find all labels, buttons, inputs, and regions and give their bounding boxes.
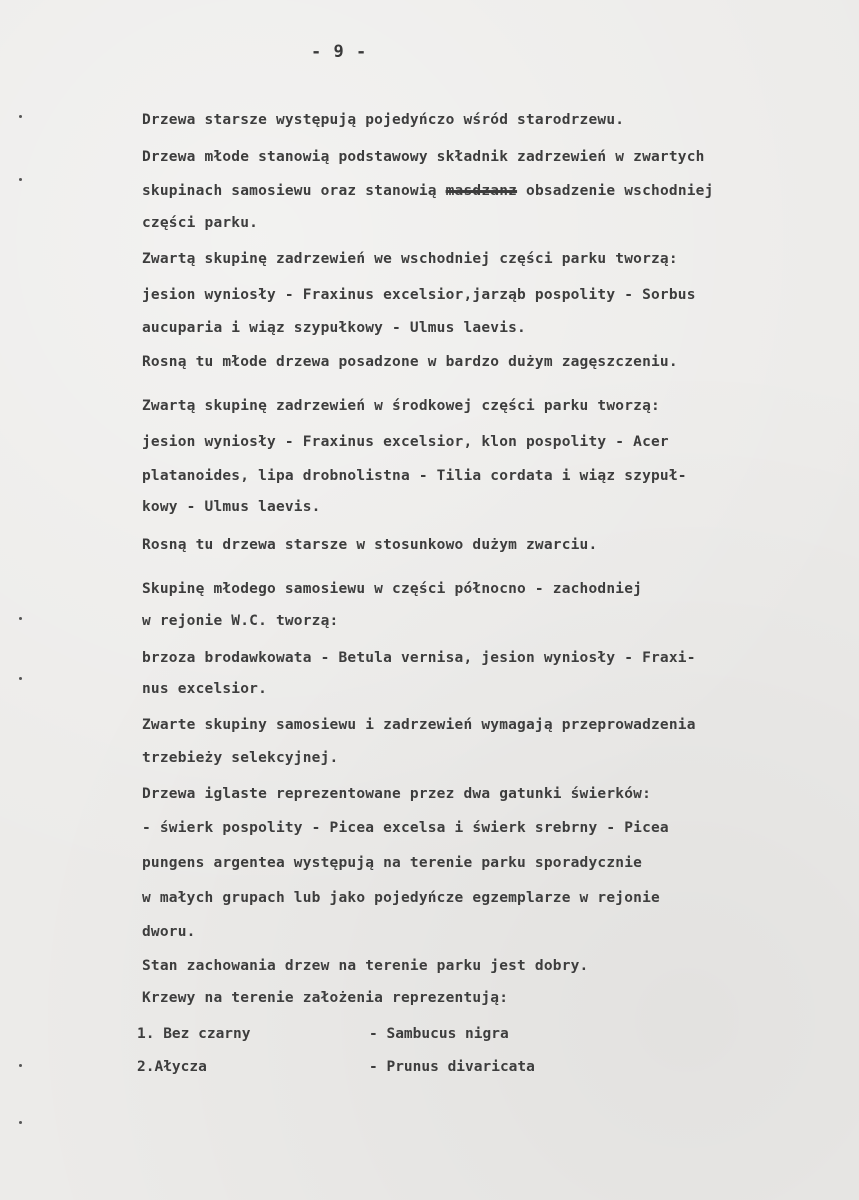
shrub-item-name: 1. Bez czarny [137, 1026, 251, 1042]
shrub-item-latin: - Prunus divaricata [369, 1059, 535, 1075]
text-line: w rejonie W.C. tworzą: [142, 613, 339, 629]
shrub-item-name: 2.Ałycza [137, 1059, 207, 1075]
text-line: kowy - Ulmus laevis. [142, 499, 321, 515]
page-number: - 9 - [311, 42, 368, 62]
text-line: Zwartą skupinę zadrzewień we wschodniej części parku tworzą: [142, 251, 678, 267]
struck-word: masdzanz [445, 183, 518, 199]
margin-speck [19, 677, 22, 680]
text-line: części parku. [142, 215, 259, 231]
text-line: Zwartą skupinę zadrzewień w środkowej części parku tworzą: [142, 398, 660, 414]
margin-speck [19, 617, 22, 620]
margin-speck [19, 115, 22, 118]
text-line: w małych grupach lub jako pojedyńcze egzemplarze w rejonie [142, 890, 660, 906]
text-line: brzoza brodawkowata - Betula vernisa, jesion wyniosły - Fraxi- [142, 650, 696, 666]
text-line: aucuparia i wiąz szypułkowy - Ulmus laevis. [142, 320, 526, 336]
text-line: Zwarte skupiny samosiewu i zadrzewień wymagają przeprowadzenia [142, 717, 696, 733]
text-line: - świerk pospolity - Picea excelsa i świerk srebrny - Picea [142, 820, 669, 836]
text-line: dworu. [142, 924, 196, 940]
text-line: platanoides, lipa drobnolistna - Tilia cordata i wiąz szypuł- [142, 468, 687, 484]
text-line: Rosną tu młode drzewa posadzone w bardzo dużym zagęszczeniu. [142, 354, 678, 370]
margin-speck [19, 178, 22, 181]
shrub-item-latin: - Sambucus nigra [369, 1026, 509, 1042]
text-line: trzebieży selekcyjnej. [142, 750, 339, 766]
text-line: Drzewa młode stanowią podstawowy składnik zadrzewień w zwartych [142, 149, 705, 165]
margin-speck [19, 1064, 22, 1067]
text-line: jesion wyniosły - Fraxinus excelsior, klon pospolity - Acer [142, 434, 669, 450]
text-line: pungens argentea występują na terenie parku sporadycznie [142, 855, 643, 871]
text-line: Stan zachowania drzew na terenie parku jest dobry. [142, 958, 589, 974]
text-line: Krzewy na terenie założenia reprezentują: [142, 990, 509, 1006]
text-line: Drzewa starsze występują pojedyńczo wśród starodrzewu. [142, 112, 625, 128]
text-line: Skupinę młodego samosiewu w części północno - zachodniej [142, 581, 643, 597]
text-line [142, 183, 714, 199]
text-line: Rosną tu drzewa starsze w stosunkowo dużym zwarciu. [142, 537, 598, 553]
text-line: jesion wyniosły - Fraxinus excelsior,jarząb pospolity - Sorbus [142, 287, 696, 303]
text-line: nus excelsior. [142, 681, 268, 697]
text-line: Drzewa iglaste reprezentowane przez dwa gatunki świerków: [142, 786, 651, 802]
text-fragment: obsadzenie wschodniej [526, 183, 714, 199]
text-fragment: skupinach samosiewu oraz stanowią [142, 183, 437, 199]
margin-speck [19, 1121, 22, 1124]
